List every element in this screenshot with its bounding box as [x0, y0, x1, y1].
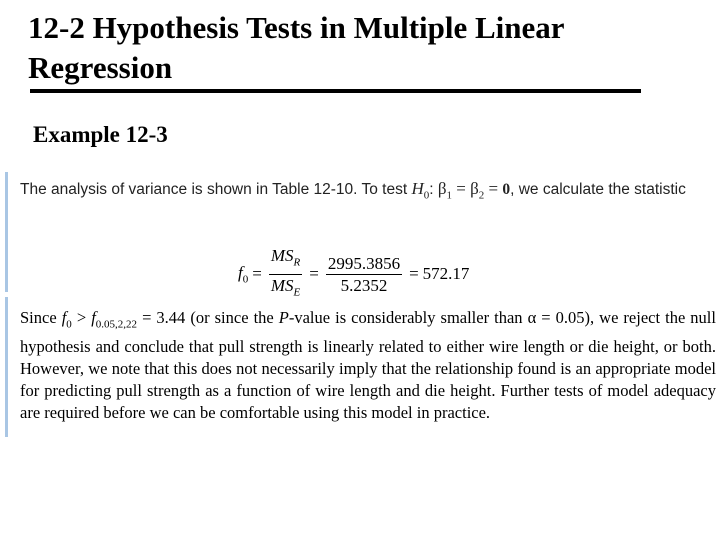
denominator-value: 5.2352	[340, 275, 388, 295]
tail-text: , we calculate the statistic	[510, 181, 686, 198]
conclusion-text: -value is considerably smaller than α = 0.05), we reject the null hypothesis and conclude that pull strength is linearly related to either wire length or die height, or both. However, we note that this does not necessarily imply that the relationship found is an appropriate model for predicting pull strength as a function of wire length and die height. Further tests of model adequacy are required before we can be comfortable using this model in practice.	[20, 308, 716, 423]
critical-value-text: = 3.44 (or since the	[137, 308, 279, 327]
beta1-symbol: $\beta_1$	[437, 179, 453, 202]
ms-r-numerator: $MS_R$	[269, 246, 302, 274]
ms-e-denominator: $MS_E$	[270, 275, 301, 298]
example-heading: Example 12-3	[33, 122, 168, 147]
slide-title: 12-2 Hypothesis Tests in Multiple Linear Regression	[28, 10, 564, 85]
f-statistic-formula	[238, 246, 470, 299]
numerator-value: 2995.3856	[327, 253, 401, 273]
value-fraction	[326, 254, 402, 295]
formula-equals-3: =	[409, 264, 419, 283]
formula-equals-2: =	[309, 264, 319, 283]
formula-equals-1: =	[252, 264, 262, 283]
equals-1: =	[452, 179, 471, 198]
since-text: Since	[20, 308, 62, 327]
anova-paragraph	[20, 179, 716, 205]
equals-2: =	[484, 179, 503, 198]
f-critical-symbol: $f_{0.05,2,22}$	[91, 308, 138, 331]
f-statistic-result: 572.17	[422, 264, 470, 283]
beta2-symbol: $\beta_2$	[470, 179, 485, 202]
f0-symbol: $f_0$	[61, 308, 72, 331]
colon: :	[429, 181, 438, 198]
p-symbol: P	[278, 308, 289, 327]
intro-text: The analysis of variance is shown in Table 12-10. To test	[20, 181, 412, 198]
formula-lhs: $f_0$	[238, 262, 249, 286]
zero-value: 0	[502, 181, 511, 198]
title-underline	[30, 89, 641, 93]
margin-bar-top	[5, 172, 8, 292]
margin-bar-bottom	[5, 297, 8, 437]
conclusion-paragraph	[20, 307, 716, 425]
hypothesis-symbol: $H_0$	[411, 179, 430, 202]
ms-ratio-fraction	[269, 246, 302, 302]
greater-than: >	[71, 308, 92, 327]
